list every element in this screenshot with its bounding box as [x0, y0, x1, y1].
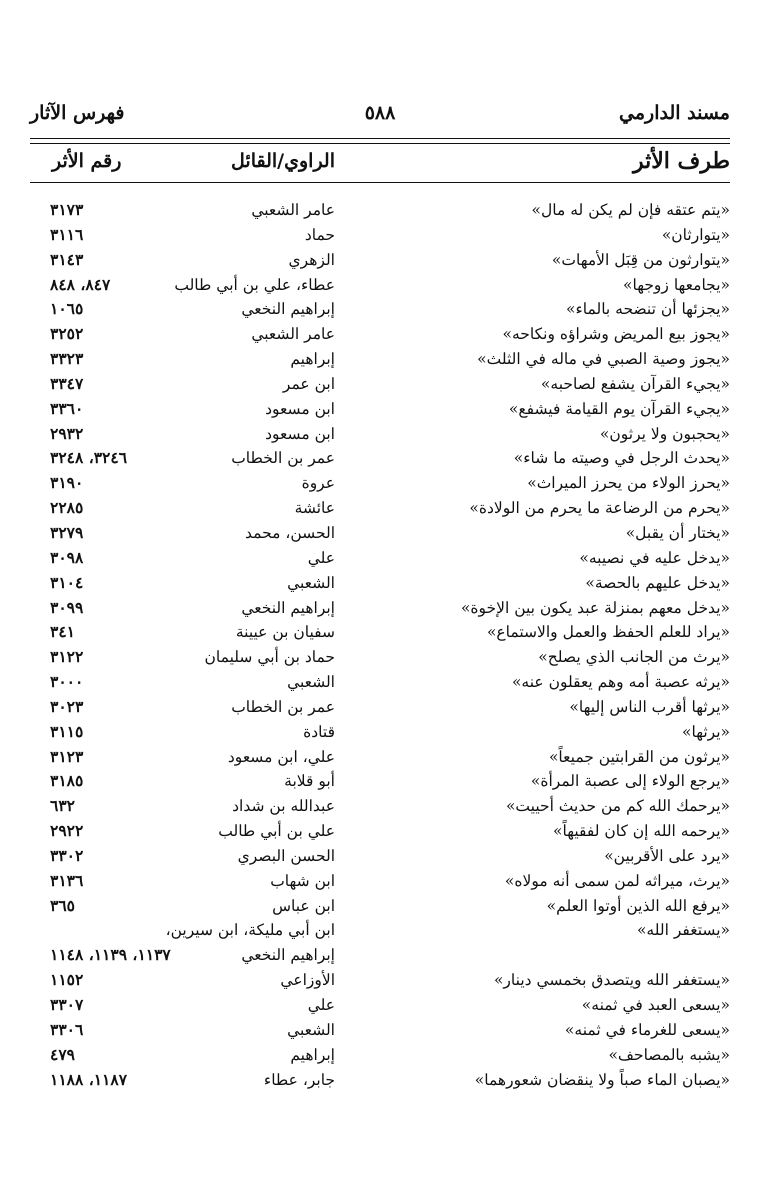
page-number: ٥٨٨ [364, 102, 396, 124]
narrator: ابن عمر [282, 374, 335, 393]
narrator: الشعبي [287, 673, 335, 692]
athar-number: ٣٣٠٧ [50, 995, 84, 1014]
narrator: إبراهيم النخعي [241, 946, 335, 965]
table-row [0, 546, 760, 571]
athar-number: ٤٧٩ [50, 1044, 75, 1064]
table-row [0, 620, 760, 645]
narrator: أبو قلابة [284, 772, 335, 791]
table-row [0, 968, 760, 993]
table-row [0, 769, 760, 794]
header-rule-inner [30, 143, 730, 144]
table-row [0, 1043, 760, 1068]
athar-title: «يرفع الله الذين أوتوا العلم» [546, 896, 730, 915]
athar-title: «يجزئها أن تنضحه بالماء» [566, 300, 730, 319]
athar-number: ٣١٣٦ [50, 870, 84, 890]
table-row [0, 844, 760, 869]
table-row [0, 248, 760, 273]
athar-title: «يرحمه الله إن كان لفقيهاً» [553, 822, 730, 841]
athar-title: «يجوز وصية الصبي في ماله في الثلث» [477, 350, 730, 369]
narrator: جابر، عطاء [263, 1070, 335, 1089]
athar-title: «يرثها» [681, 722, 730, 741]
athar-title: «يرد على الأقربين» [604, 846, 730, 865]
column-header-number: رقم الأثر [52, 150, 122, 172]
table-row [0, 695, 760, 720]
table-row [0, 1068, 760, 1093]
athar-number: ٣٢٧٩ [50, 522, 84, 542]
column-header-title: طرف الأثر [632, 148, 730, 174]
athar-number: ٣٠٩٨ [50, 547, 84, 567]
athar-title: «يدخل عليهم بالحصة» [585, 573, 730, 592]
narrator: إبراهيم [290, 1045, 335, 1064]
athar-title: «يستغفر الله» [636, 921, 730, 940]
narrator: إبراهيم النخعي [241, 300, 335, 319]
table-row [0, 943, 760, 968]
narrator: عروة [301, 474, 335, 493]
narrator: علي [307, 548, 335, 567]
narrator: ابن شهاب [270, 871, 335, 890]
table-row [0, 422, 760, 447]
table-row [0, 198, 760, 223]
narrator: عمر بن الخطاب [231, 697, 335, 716]
athar-title: «يرحمك الله كم من حديث أحييت» [505, 797, 730, 816]
athar-title: «يجامعها زوجها» [622, 275, 730, 294]
athar-number: ٣١٤٣ [50, 249, 84, 269]
index-table [0, 198, 760, 1092]
table-row [0, 993, 760, 1018]
athar-number: ٣٠٩٩ [50, 597, 84, 617]
narrator: عمر بن الخطاب [231, 449, 335, 468]
athar-title: «يختار أن يقبل» [625, 523, 730, 542]
athar-number: ٣١٢٣ [50, 746, 84, 766]
athar-title: «يشبه بالمصاحف» [608, 1045, 730, 1064]
narrator: عبدالله بن شداد [232, 797, 335, 816]
athar-title: «يدخل عليه في نصيبه» [579, 548, 730, 567]
athar-title: «يصبان الماء صباً ولا ينقضان شعورهما» [474, 1070, 730, 1089]
narrator: حماد [304, 225, 335, 244]
table-row [0, 645, 760, 670]
athar-number: ٨٤٧، ٨٤٨ [50, 274, 111, 294]
table-row [0, 918, 760, 943]
athar-number: ٣٣٤٧ [50, 373, 84, 393]
athar-title: «يجيء القرآن يشفع لصاحبه» [540, 374, 730, 393]
athar-title: «يدخل معهم بمنزلة عبد يكون بين الإخوة» [460, 598, 730, 617]
column-header-narrator: الراوي/القائل [231, 150, 335, 172]
athar-title: «يحدث الرجل في وصيته ما شاء» [513, 449, 730, 468]
table-row [0, 819, 760, 844]
athar-number: ٣١٢٢ [50, 647, 84, 667]
table-row [0, 521, 760, 546]
section-title: فهرس الآثار [30, 102, 125, 124]
athar-number: ٢٢٨٥ [50, 498, 84, 518]
athar-number: ٢٩٣٢ [50, 423, 84, 443]
narrator: عائشة [294, 499, 335, 518]
athar-title: «يسعى للغرماء في ثمنه» [564, 1020, 730, 1039]
running-head [30, 102, 730, 132]
narrator: علي [307, 996, 335, 1014]
athar-title: «يتوارثان» [661, 225, 730, 244]
narrator: الشعبي [287, 573, 335, 592]
narrator: إبراهيم [290, 350, 335, 369]
narrator: الأوزاعي [280, 971, 335, 990]
table-row [0, 745, 760, 770]
athar-number: ٣٣٠٢ [50, 845, 84, 865]
athar-number: ٣١٨٥ [50, 771, 84, 791]
table-row [0, 446, 760, 471]
table-row [0, 894, 760, 919]
athar-title: «يجوز بيع المريض وشراؤه ونكاحه» [502, 325, 730, 344]
table-row [0, 372, 760, 397]
table-row [0, 869, 760, 894]
athar-title: «يرثها أقرب الناس إليها» [569, 697, 730, 716]
athar-title: «يرجع الولاء إلى عصبة المرأة» [530, 772, 730, 791]
narrator: الزهري [288, 250, 335, 269]
athar-number: ٣٣٠٦ [50, 1019, 84, 1039]
athar-title: «يحرم من الرضاعة ما يحرم من الولادة» [469, 499, 730, 518]
table-row [0, 397, 760, 422]
narrator: الحسن، محمد [245, 523, 335, 542]
table-row [0, 670, 760, 695]
narrator: ابن مسعود [265, 399, 335, 418]
table-row [0, 1018, 760, 1043]
athar-number: ٣١٧٣ [50, 200, 84, 219]
athar-number: ٣٢٥٢ [50, 324, 84, 344]
athar-title: «يتوارثون من قِبَل الأمهات» [551, 250, 730, 269]
column-header-rule [30, 182, 730, 183]
table-row [0, 347, 760, 372]
athar-number: ٦٣٢ [50, 796, 75, 816]
table-row [0, 322, 760, 347]
athar-title: «يجيء القرآن يوم القيامة فيشفع» [508, 399, 730, 418]
athar-number: ١٠٦٥ [50, 299, 84, 319]
athar-title: «يحرز الولاء من يحرز الميراث» [527, 474, 730, 493]
athar-number: ٣١٩٠ [50, 473, 84, 493]
table-row [0, 496, 760, 521]
athar-title: «يستغفر الله ويتصدق بخمسي دينار» [493, 971, 730, 990]
athar-title: «يحجبون ولا يرثون» [599, 424, 730, 443]
narrator: ابن عباس [272, 896, 335, 915]
athar-number: ٢٩٢٢ [50, 821, 84, 841]
athar-number: ٣٤١ [50, 622, 75, 642]
table-row [0, 297, 760, 322]
athar-title: «يسعى العبد في ثمنه» [581, 996, 730, 1014]
athar-title: «يرثون من القرابتين جميعاً» [548, 747, 730, 766]
athar-title: «يرث، ميراثه لمن سمى أنه مولاه» [504, 871, 730, 890]
athar-number: ١١٣٧، ١١٣٩، ١١٤٨ [50, 945, 171, 965]
athar-number: ٣٠٢٣ [50, 696, 84, 716]
athar-number: ٣١١٥ [50, 721, 84, 741]
athar-number: ٣١٠٤ [50, 572, 84, 592]
athar-title: «يرث من الجانب الذي يصلح» [538, 648, 730, 667]
narrator: سفيان بن عيينة [235, 623, 335, 642]
athar-number: ٣٦٥ [50, 895, 75, 915]
narrator: ابن مسعود [265, 424, 335, 443]
header-rule-top [30, 138, 730, 139]
narrator: عطاء، علي بن أبي طالب [174, 275, 335, 294]
table-row [0, 720, 760, 745]
athar-number: ٣٢٤٦، ٣٢٤٨ [50, 448, 128, 468]
table-row [0, 596, 760, 621]
athar-number: ٣٣٦٠ [50, 398, 84, 418]
narrator: علي بن أبي طالب [218, 822, 335, 841]
narrator: قتادة [303, 722, 335, 741]
athar-title: «يرثه عصبة أمه وهم يعقلون عنه» [511, 673, 730, 692]
table-row [0, 223, 760, 248]
table-row [0, 571, 760, 596]
narrator: علي، ابن مسعود [227, 747, 335, 766]
athar-title: «يراد للعلم الحفظ والعمل والاستماع» [486, 623, 730, 642]
narrator: الشعبي [287, 1020, 335, 1039]
narrator: الحسن البصري [237, 846, 335, 865]
table-row [0, 273, 760, 298]
table-row [0, 794, 760, 819]
athar-number: ٣١١٦ [50, 224, 84, 244]
athar-title: «يتم عتقه فإن لم يكن له مال» [531, 201, 730, 219]
table-row [0, 471, 760, 496]
book-title: مسند الدارمي [619, 102, 730, 124]
narrator: ابن أبي مليكة، ابن سيرين، [165, 921, 335, 940]
athar-number: ٣٣٢٣ [50, 349, 84, 369]
narrator: عامر الشعبي [251, 325, 335, 344]
athar-number: ٣٠٠٠ [50, 672, 84, 692]
narrator: إبراهيم النخعي [241, 598, 335, 617]
athar-number: ١١٥٢ [50, 970, 84, 990]
narrator: عامر الشعبي [251, 201, 335, 219]
athar-number: ١١٨٧، ١١٨٨ [50, 1069, 128, 1089]
narrator: حماد بن أبي سليمان [204, 648, 335, 667]
